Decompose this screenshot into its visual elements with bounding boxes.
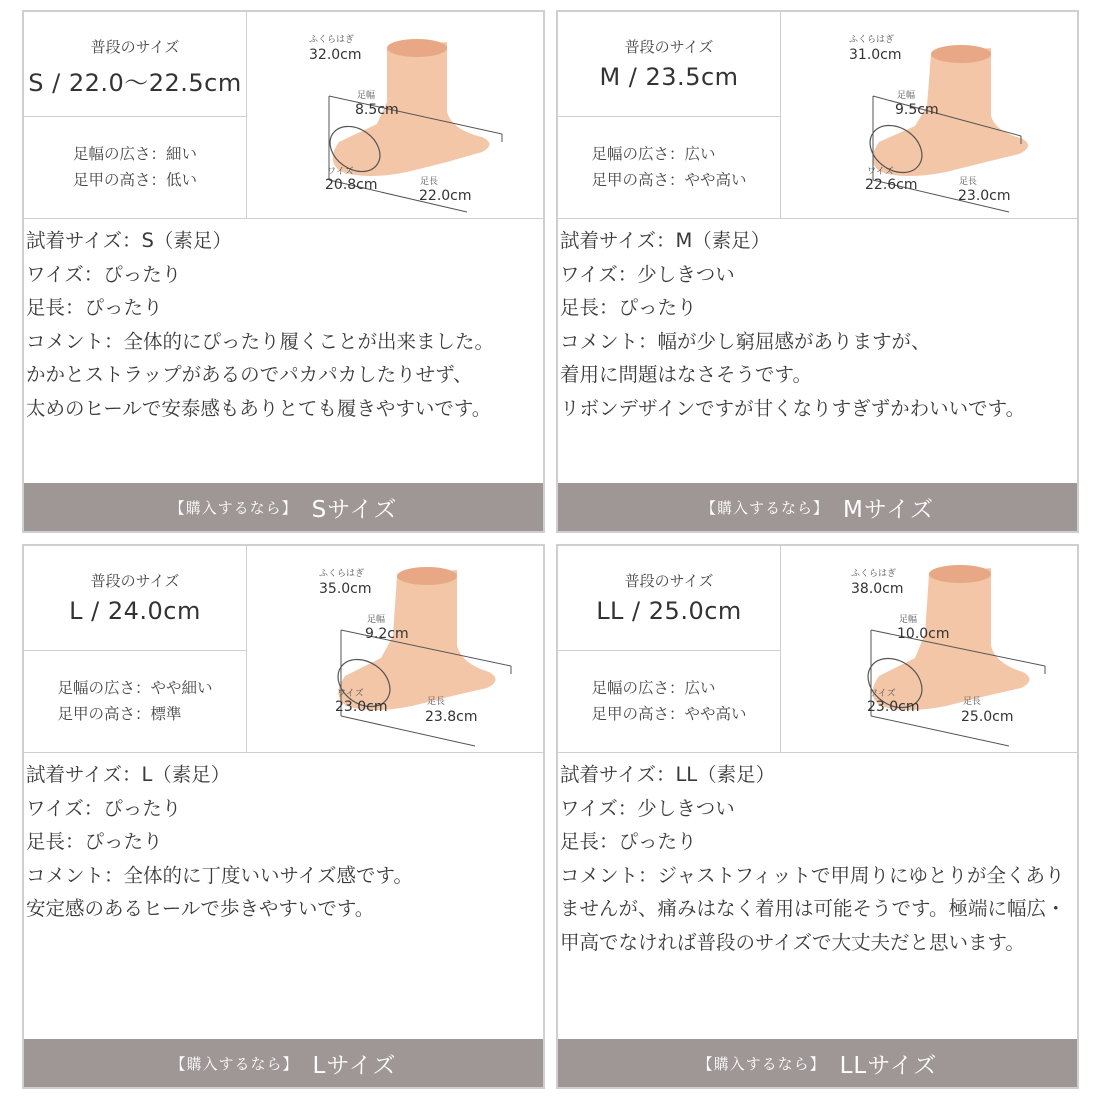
instep-line: 足甲の高さ：標準: [57, 705, 182, 723]
foot-illustration: [247, 12, 543, 218]
review-line: コメント：全体的にぴったり履くことが出来ました。: [26, 329, 495, 353]
usual-size-label: 普段のサイズ: [624, 572, 714, 590]
review-line: 足長：ぴったり: [26, 830, 163, 853]
foot-diagram: [781, 12, 1078, 218]
recommend-footer: [558, 483, 1077, 531]
usual-size-value: S / 22.0〜22.5cm: [28, 69, 242, 97]
recommend-prefix: 【購入するなら】: [170, 1054, 299, 1073]
review-line: 足長：ぴったり: [560, 296, 697, 319]
foot-diagram: [247, 12, 544, 218]
review-line: 試着サイズ：L（素足）: [26, 763, 231, 786]
length-value: 23.0cm: [958, 188, 1011, 204]
usual-size-box: [558, 546, 780, 651]
length-label: 足長: [420, 177, 439, 187]
wise-value: 22.6cm: [865, 177, 918, 193]
usual-size-panel: [558, 12, 781, 218]
instep-line: 足甲の高さ：やや高い: [591, 171, 747, 189]
recommend-prefix: 【購入するなら】: [700, 498, 829, 517]
wise-label: ワイズ: [867, 167, 894, 177]
review-line: コメント：幅が少し窮屈感がありますが、: [560, 329, 931, 353]
review-text: [558, 754, 1077, 959]
card-top: [24, 546, 543, 753]
foot-width-value: 8.5cm: [355, 102, 399, 118]
foot-diagram: [781, 546, 1078, 752]
usual-size-box: [24, 546, 246, 651]
usual-size-label: 普段のサイズ: [90, 38, 180, 56]
recommend-prefix: 【購入するなら】: [169, 498, 298, 517]
recommend-prefix: 【購入するなら】: [697, 1054, 826, 1073]
foot-illustration: [781, 12, 1077, 218]
recommend-footer: [24, 483, 543, 531]
wise-value: 23.0cm: [335, 699, 388, 715]
usual-size-label: 普段のサイズ: [90, 572, 180, 590]
review-line: 足長：ぴったり: [560, 830, 697, 853]
recommend-size: Mサイズ: [843, 496, 935, 523]
card-top: [558, 546, 1077, 753]
usual-size-value: M / 23.5cm: [599, 63, 739, 91]
usual-size-box: [24, 12, 246, 117]
length-value: 22.0cm: [419, 188, 472, 204]
foot-width-value: 9.5cm: [895, 102, 939, 118]
wise-label: ワイズ: [327, 167, 354, 177]
foot-width-value: 10.0cm: [897, 626, 950, 642]
foot-width-line: 足幅の広さ：やや細い: [57, 679, 213, 697]
foot-width-line: 足幅の広さ：広い: [591, 145, 716, 163]
wise-value: 20.8cm: [325, 177, 378, 193]
foot-width-label: 足幅: [899, 615, 918, 625]
calf-value: 31.0cm: [849, 47, 902, 63]
review-text: [24, 220, 543, 425]
review-line: 試着サイズ：S（素足）: [26, 229, 232, 252]
review-text: [558, 220, 1077, 425]
length-label: 足長: [963, 697, 982, 707]
instep-line: 足甲の高さ：低い: [72, 171, 197, 189]
foot-shape-box: [24, 117, 246, 217]
review-line: リボンデザインですが甘くなりすぎずかわいいです。: [560, 396, 1026, 420]
length-label: 足長: [427, 697, 446, 707]
review-line: ワイズ：ぴったり: [26, 262, 182, 286]
calf-label: ふくらはぎ: [309, 35, 355, 45]
foot-illustration: [247, 546, 543, 752]
foot-width-label: 足幅: [357, 91, 376, 101]
calf-value: 32.0cm: [309, 47, 362, 63]
review-line: 足長：ぴったり: [26, 296, 163, 319]
foot-shape-box: [558, 651, 780, 751]
foot-shape-box: [24, 651, 246, 751]
recommend-size: LLサイズ: [839, 1052, 938, 1079]
review-line: ワイズ：少しきつい: [560, 796, 735, 820]
review-line: 着用に問題はなさそうです。: [560, 363, 812, 386]
review-line: コメント：全体的に丁度いいサイズ感です。: [26, 863, 413, 887]
foot-shape-box: [558, 117, 780, 217]
foot-width-line: 足幅の広さ：細い: [72, 145, 197, 163]
calf-value: 35.0cm: [319, 581, 372, 597]
usual-size-panel: [24, 546, 247, 752]
usual-size-box: [558, 12, 780, 117]
recommend-footer: [24, 1039, 543, 1087]
review-line: かかとストラップがあるのでパカパカしたりせず、: [26, 363, 473, 386]
wise-label: ワイズ: [337, 689, 364, 699]
length-label: 足長: [959, 177, 978, 187]
review-line: 試着サイズ：M（素足）: [560, 229, 771, 252]
recommend-size: Lサイズ: [312, 1052, 397, 1079]
review-line: 安定感のあるヒールで歩きやすいです。: [26, 897, 375, 920]
usual-size-value: L / 24.0cm: [69, 597, 201, 625]
foot-diagram: [247, 546, 544, 752]
review-line: ワイズ：少しきつい: [560, 262, 735, 286]
foot-illustration: [781, 546, 1077, 752]
foot-width-line: 足幅の広さ：広い: [591, 679, 716, 697]
wise-value: 23.0cm: [867, 699, 920, 715]
usual-size-panel: [558, 546, 781, 752]
wise-label: ワイズ: [869, 689, 896, 699]
review-text: [24, 754, 543, 926]
review-line: コメント：ジャストフィットで甲周りにゆとりが全くありませんが、痛みはなく着用は可能そうです。極端に幅広・甲高でなければ普段のサイズで大丈夫だと思います。: [560, 863, 1066, 954]
size-card-m: [556, 10, 1079, 533]
recommend-footer: [558, 1039, 1077, 1087]
calf-label: ふくらはぎ: [851, 569, 897, 579]
review-line: ワイズ：ぴったり: [26, 796, 182, 820]
instep-line: 足甲の高さ：やや高い: [591, 705, 747, 723]
review-line: 試着サイズ：LL（素足）: [560, 763, 776, 786]
review-line: 太めのヒールで安泰感もありとても履きやすいです。: [26, 396, 492, 420]
calf-label: ふくらはぎ: [849, 35, 895, 45]
length-value: 23.8cm: [425, 709, 478, 725]
size-card-ll: [556, 544, 1079, 1089]
length-value: 25.0cm: [961, 709, 1014, 725]
usual-size-value: LL / 25.0cm: [596, 597, 742, 625]
size-card-s: [22, 10, 545, 533]
usual-size-panel: [24, 12, 247, 218]
foot-width-label: 足幅: [367, 615, 386, 625]
foot-width-value: 9.2cm: [365, 626, 409, 642]
card-top: [558, 12, 1077, 219]
foot-width-label: 足幅: [897, 91, 916, 101]
recommend-size: Sサイズ: [311, 496, 398, 523]
usual-size-label: 普段のサイズ: [624, 38, 714, 56]
calf-label: ふくらはぎ: [319, 569, 365, 579]
size-card-l: [22, 544, 545, 1089]
calf-value: 38.0cm: [851, 581, 904, 597]
card-top: [24, 12, 543, 219]
